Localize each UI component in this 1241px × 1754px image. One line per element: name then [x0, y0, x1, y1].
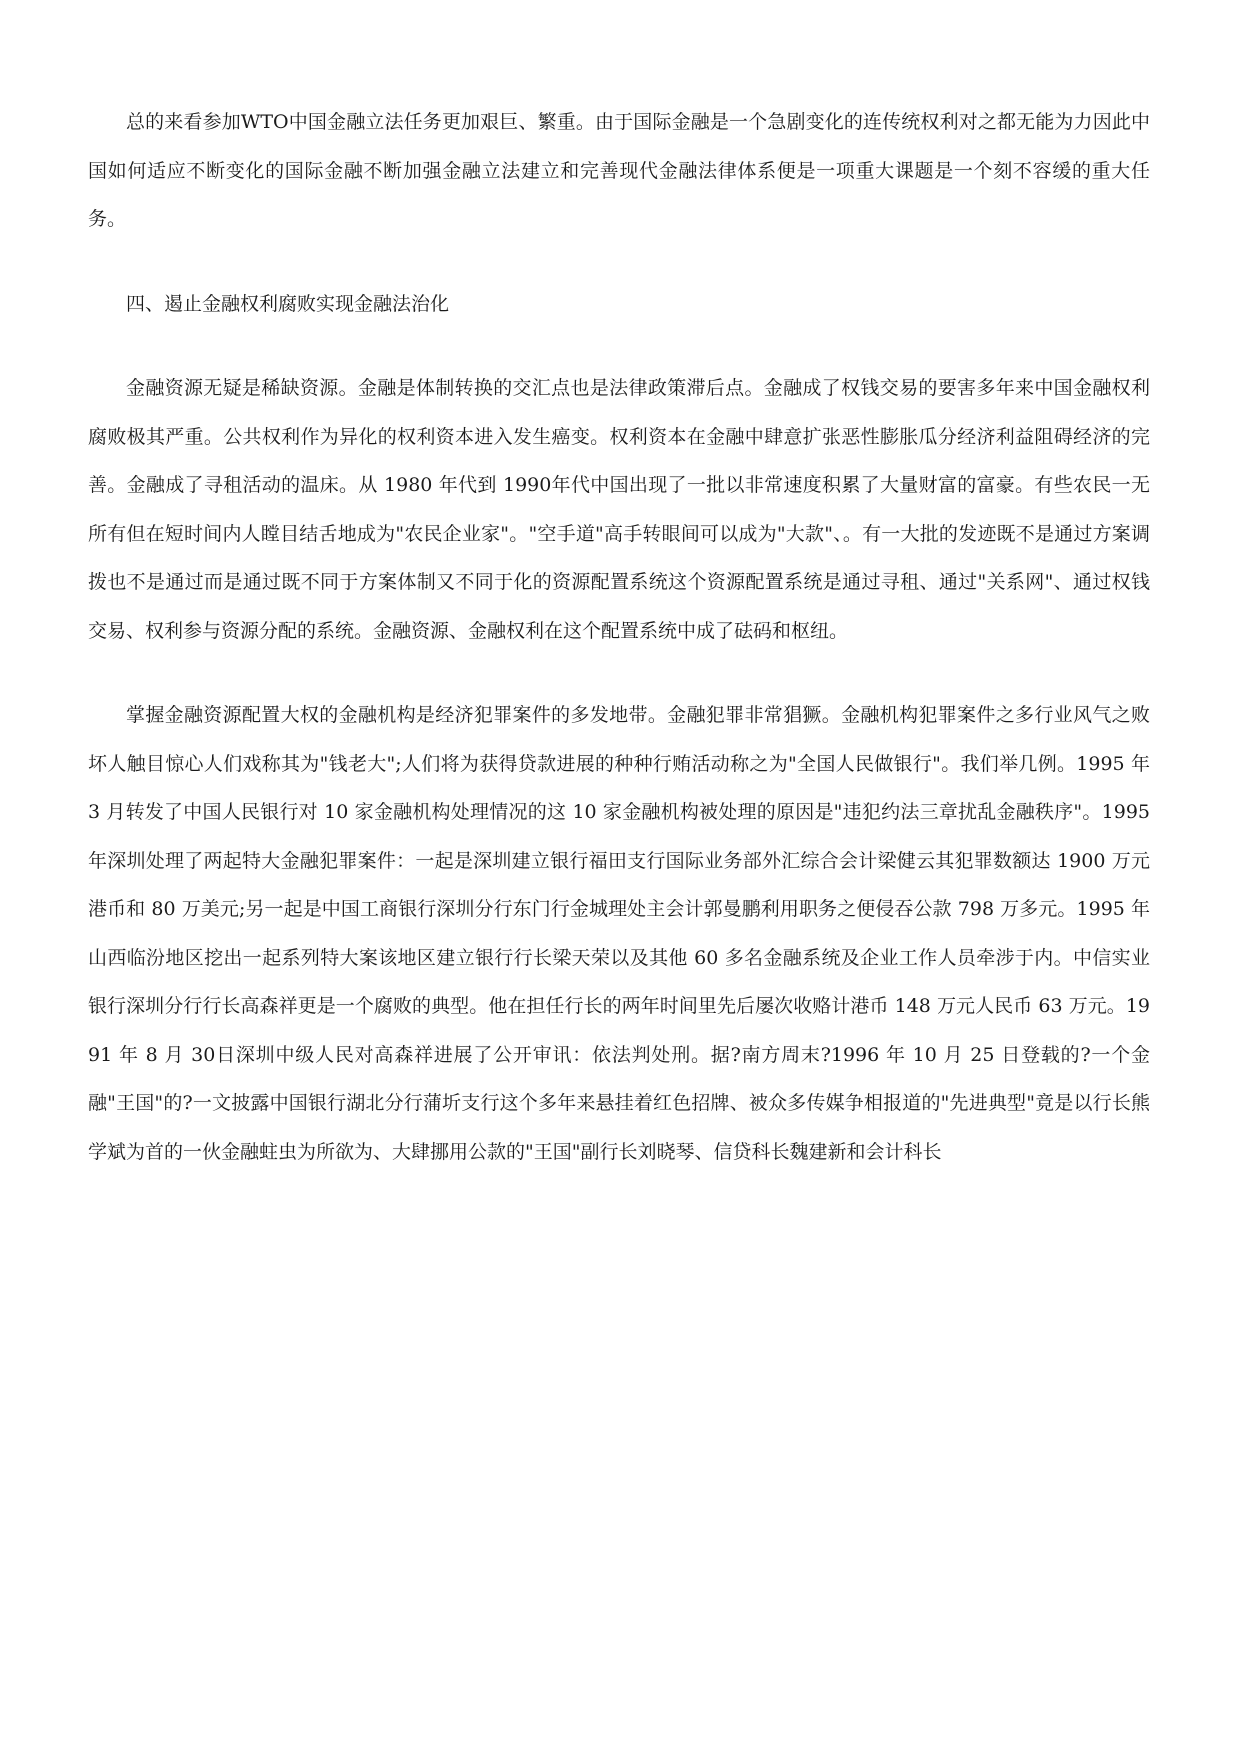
section-heading-four: 四、遏止金融权利腐败实现金融法治化	[126, 292, 450, 315]
paragraph-financial-resources: 金融资源无疑是稀缺资源。金融是体制转换的交汇点也是法律政策滞后点。金融成了权钱交易的要害多年来中国金融权利腐败极其严重。公共权利作为异化的权利资本进入发生癌变。权利资本在金融中肆意扩张恶性膨胀瓜分经济利益阻碍经济的完善。金融成了寻租活动的温床。从 1980 年代到 1990年代中国出现了一批以非常速度积累了大量财富的富豪。有些农民一无所有但在短时间内人瞠目结舌地成为"农民企业家"。"空手道"高手转眼间可以成为"大款"、。有一大批的发迹既不是通过方案调拨也不是通过而是通过既不同于方案体制又不同于化的资源配置系统这个资源配置系统是通过寻租、通过"关系网"、通过权钱交易、权利参与资源分配的系统。金融资源、金融权利在这个配置系统中成了砝码和枢纽。	[88, 377, 1150, 642]
document-body	[88, 98, 1150, 1212]
paragraph-wto-legislation: 总的来看参加WTO中国金融立法任务更加艰巨、繁重。由于国际金融是一个急剧变化的连传统权利对之都无能为力因此中国如何适应不断变化的国际金融不断加强金融立法建立和完善现代金融法律体系便是一项重大课题是一个刻不容缓的重大任务。	[88, 111, 1150, 230]
paragraph-financial-crime: 掌握金融资源配置大权的金融机构是经济犯罪案件的多发地带。金融犯罪非常猖獗。金融机构犯罪案件之多行业风气之败坏人触目惊心人们戏称其为"钱老大";人们将为获得贷款进展的种种行贿活动称之为"全国人民做银行"。我们举几例。1995 年 3 月转发了中国人民银行对 10 家金融机构处理情况的这 10 家金融机构被处理的原因是"违犯约法三章扰乱金融秩序"。1995 年深圳处理了两起特大金融犯罪案件：一起是深圳建立银行福田支行国际业务部外汇综合会计梁健云其犯罪数额达 1900 万元港币和 80 万美元;另一起是中国工商银行深圳分行东门行金城理处主会计郭曼鹏利用职务之便侵吞公款 798 万多元。1995 年山西临汾地区挖出一起系列特大案该地区建立银行行长梁天荣以及其他 60 多名金融系统及企业工作人员牵涉于内。中信实业银行深圳分行行长高森祥更是一个腐败的典型。他在担任行长的两年时间里先后屡次收赂计港币 148 万元人民币 63 万元。1991 年 8 月 30日深圳中级人民对高森祥进展了公开审讯：依法判处刑。据?南方周末?1996 年 10 月 25 日登载的?一个金融"王国"的?一文披露中国银行湖北分行蒲圻支行这个多年来悬挂着红色招牌、被众多传媒争相报道的"先进典型"竟是以行长熊学斌为首的一伙金融蛀虫为所欲为、大肆挪用公款的"王国"副行长刘晓琴、信贷科长魏建新和会计科长	[88, 704, 1150, 1163]
